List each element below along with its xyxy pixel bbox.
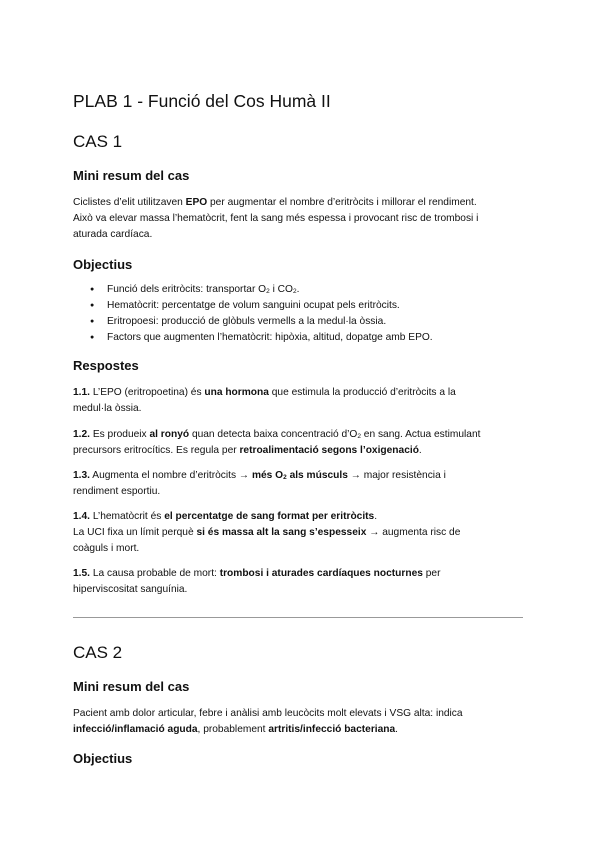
cas2-objectives-heading: Objectius	[73, 751, 133, 766]
answer-1-4: 1.4. L’hematòcrit és el percentatge de sang format per eritròcits. La UCI fixa un límit perquè si és massa alt la sang s’espesseix → augmenta risc de coàguls i mort.	[73, 511, 461, 554]
cas2-heading: CAS 2	[73, 643, 123, 662]
cas1-summary	[73, 195, 528, 243]
cas1-answers-heading: Respostes	[73, 358, 139, 373]
answer-1-1: 1.1. L’EPO (eritropoetina) és una hormona que estimula la producció d’eritròcits a la medul·la òssia.	[73, 387, 456, 414]
objective-item: ● Factors que augmenten l’hematòcrit: hipòxia, altitud, dopatge amb EPO.	[73, 330, 433, 346]
cas2-summary	[73, 706, 528, 738]
cas1-summary-line-2: Això va elevar massa l’hematòcrit, fent la sang més espessa i provocant risc de trombosi i	[73, 213, 479, 224]
cas1-objectives-heading: Objectius	[73, 257, 133, 272]
section-divider	[73, 617, 523, 618]
cas1-heading: CAS 1	[73, 132, 123, 151]
objective-item: ● Hematòcrit: percentatge de volum sanguini ocupat pels eritròcits.	[73, 298, 433, 314]
cas1-summary-line-3: aturada cardíaca.	[73, 229, 153, 240]
cas1-summary-heading: Mini resum del cas	[73, 168, 190, 183]
document-title: PLAB 1 - Funció del Cos Humà II	[73, 91, 331, 111]
cas2-summary-heading: Mini resum del cas	[73, 679, 190, 694]
answer-1-3: 1.3. Augmenta el nombre d’eritròcits → més $O_2$ als músculs → major resistència i rendiment esportiu.	[73, 470, 446, 497]
answer-1-5: 1.5. La causa probable de mort: trombosi i aturades cardíaques nocturnes per hiperviscositat sanguínia.	[73, 568, 441, 595]
objective-item: ● Funció dels eritròcits: transportar $O_2$ i $CO_2$.	[73, 282, 433, 298]
cas1-objectives-list	[73, 282, 433, 346]
answer-1-2: 1.2. Es produeix al ronyó quan detecta baixa concentració $d’O_2$ en sang. Actua estimulant precursors eritrocítics. Es regula per retroalimentació segons l’oxigenació.	[73, 429, 481, 456]
objective-item: ● Eritropoesi: producció de glòbuls vermells a la medul·la òssia.	[73, 314, 433, 330]
cas2-summary-line-2: infecció/inflamació aguda, probablement artritis/infecció bacteriana.	[73, 724, 399, 735]
cas2-summary-line-1: Pacient amb dolor articular, febre i anàlisi amb leucòcits molt elevats i VSG alta: indica	[73, 708, 463, 719]
cas1-summary-line-1: Ciclistes d’elit utilitzaven EPO per augmentar el nombre d’eritròcits i millorar el rendiment.	[73, 197, 477, 208]
